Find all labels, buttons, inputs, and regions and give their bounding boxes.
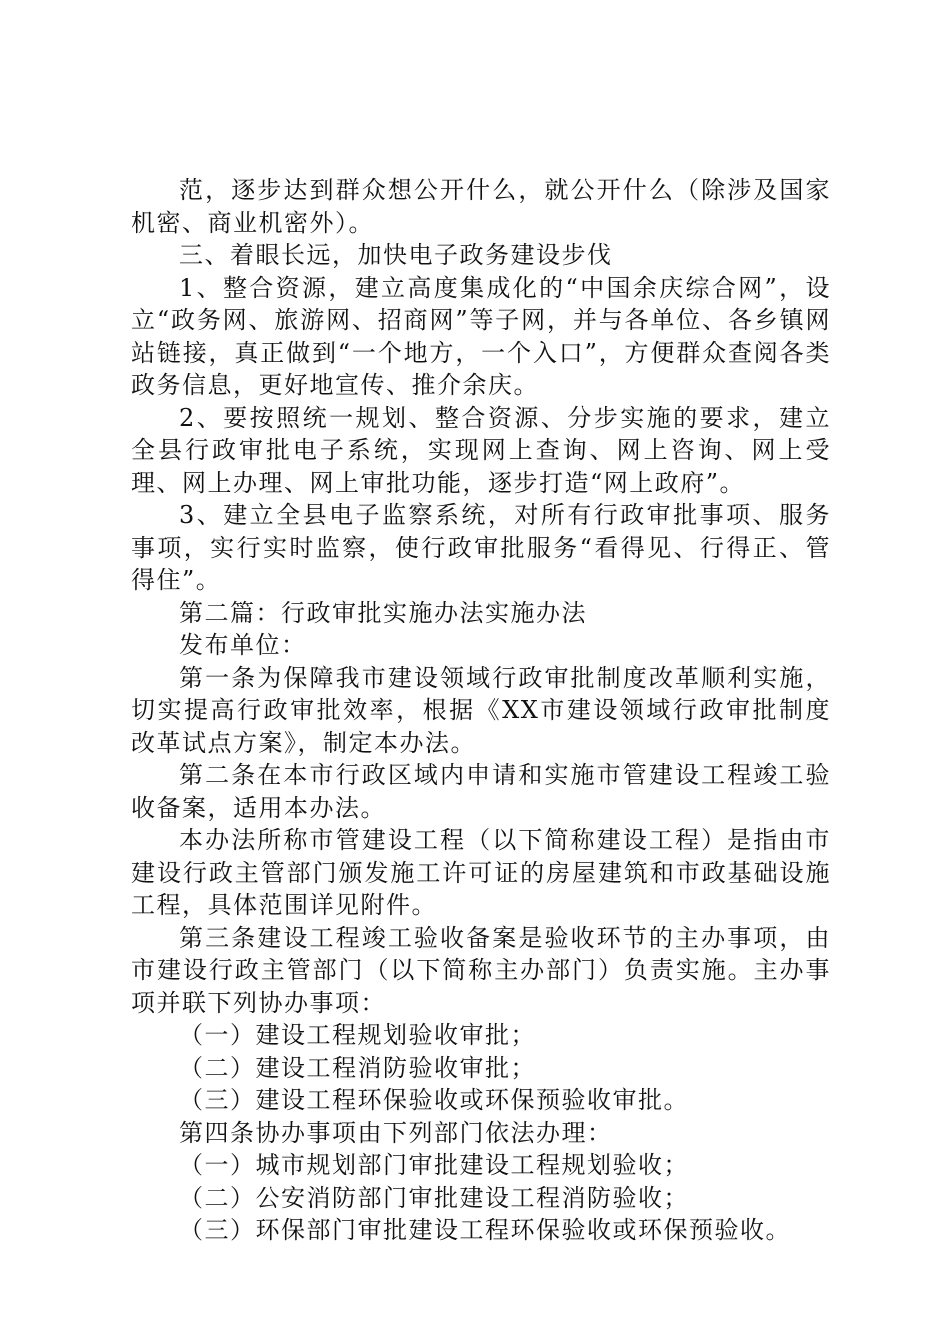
section-heading: 三、着眼长远，加快电子政务建设步伐 bbox=[179, 241, 613, 269]
list-item: （三）建设工程环保验收或环保预验收审批。 bbox=[179, 1086, 689, 1114]
chapter-heading: 第二篇：行政审批实施办法实施办法 bbox=[179, 598, 587, 627]
list-item: （二）公安消防部门审批建设工程消防验收； bbox=[179, 1183, 689, 1212]
article-3: 第三条建设工程竣工验收备案是验收环节的主办事项，由市建设行政主管部门（以下简称主办部门）负责实施。主办事项并联下列协办事项： bbox=[131, 923, 831, 1017]
paragraph: 本办法所称市管建设工程（以下简称建设工程）是指由市建设行政主管部门颁发施工许可证的房屋建筑和市政基础设施工程，具体范围详见附件。 bbox=[131, 826, 831, 919]
list-item: （一）城市规划部门审批建设工程规划验收； bbox=[179, 1151, 689, 1179]
article-1: 第一条为保障我市建设领域行政审批制度改革顺利实施，切实提高行政审批效率，根据《XX市建设领域行政审批制度改革试点方案》，制定本办法。 bbox=[131, 663, 831, 757]
paragraph: 3、建立全县电子监察系统，对所有行政审批事项、服务事项，实行实时监察，使行政审批服务“看得见、行得正、管得住”。 bbox=[131, 501, 831, 594]
list-item: （一）建设工程规划验收审批； bbox=[179, 1021, 536, 1049]
paragraph: 1、整合资源，建立高度集成化的“中国余庆综合网”，设立“政务网、旅游网、招商网”等子网，并与各单位、各乡镇网站链接，真正做到“一个地方，一个入口”，方便群众查阅各类政务信息，更好地宣传、推介余庆。 bbox=[131, 273, 831, 399]
article-4: 第四条协办事项由下列部门依法办理： bbox=[179, 1118, 613, 1147]
paragraph: 范，逐步达到群众想公开什么，就公开什么（除涉及国家机密、商业机密外）。 bbox=[131, 176, 831, 237]
paragraph: 2、要按照统一规划、整合资源、分步实施的要求，建立全县行政审批电子系统，实现网上查询、网上咨询、网上受理、网上办理、网上审批功能，逐步打造“网上政府”。 bbox=[131, 403, 831, 497]
article-2: 第二条在本市行政区域内申请和实施市管建设工程竣工验收备案，适用本办法。 bbox=[131, 761, 831, 822]
list-item: （二）建设工程消防验收审批； bbox=[179, 1053, 536, 1082]
list-item: （三）环保部门审批建设工程环保验收或环保预验收。 bbox=[179, 1216, 791, 1244]
document-body bbox=[131, 174, 831, 1247]
publisher-line: 发布单位： bbox=[179, 631, 307, 659]
